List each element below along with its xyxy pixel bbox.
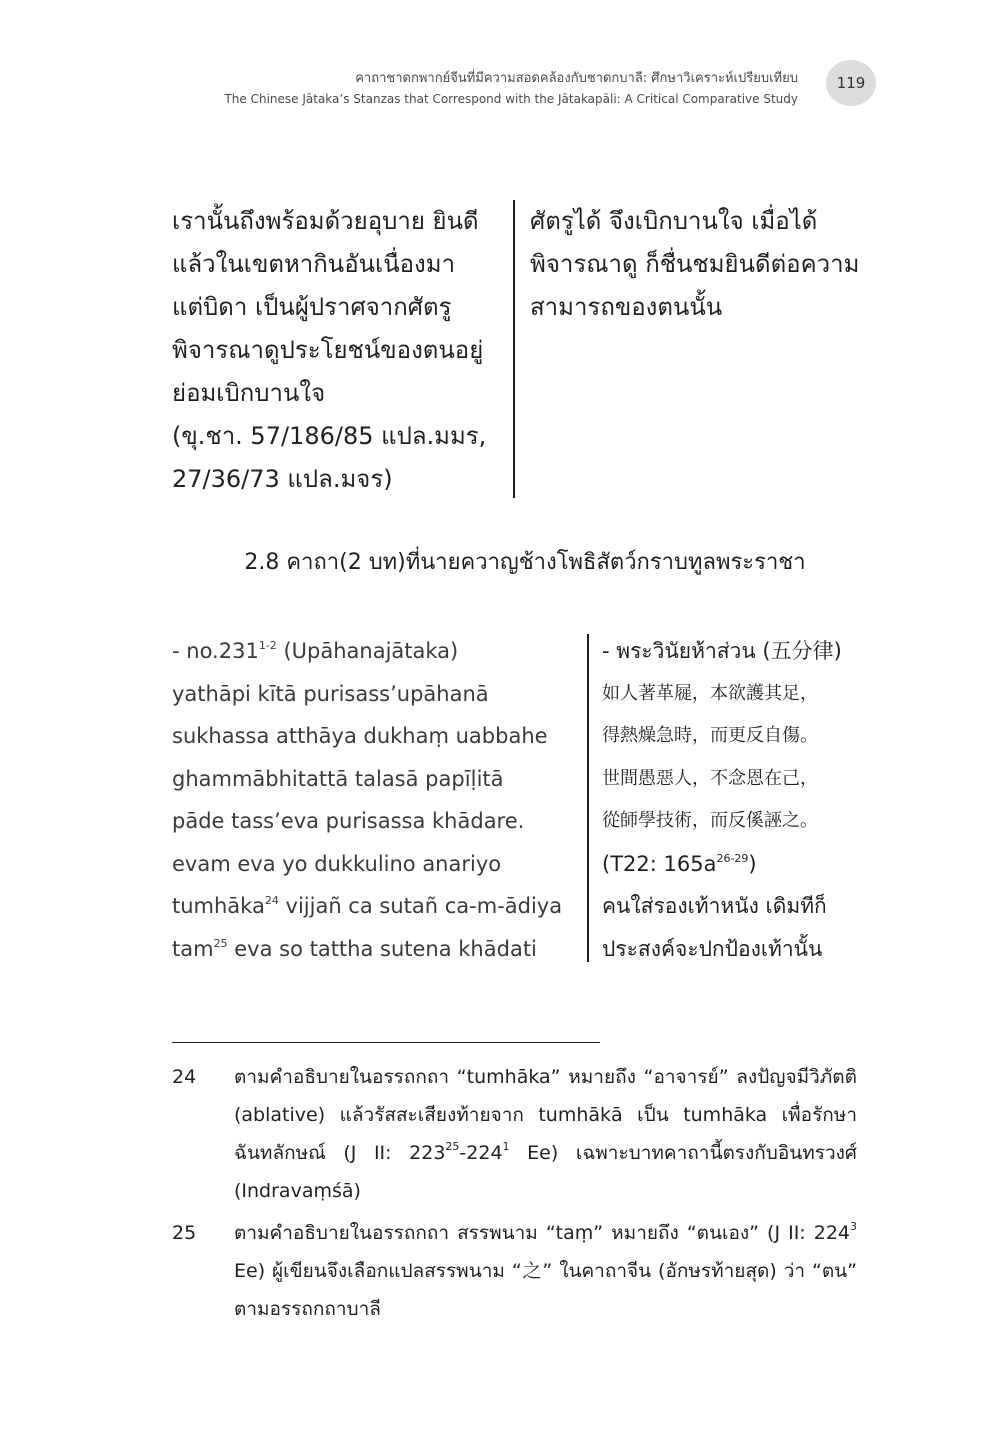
footnote-ref[interactable]: 25 <box>213 936 228 950</box>
pali-verse-line <box>172 928 584 971</box>
thai-translation-line: ประสงค์จะปกป้องเท้านั้น <box>602 936 823 961</box>
chinese-verse-line: 得熱燥急時，而更反自傷。 <box>602 725 818 746</box>
translation-right-column <box>530 200 870 329</box>
running-header <box>224 68 798 110</box>
footnote-ref[interactable]: 24 <box>264 894 279 907</box>
text-line: ย่อมเบิกบานใจ <box>172 379 326 407</box>
chinese-verse-line: 世間愚惡人，不念恩在己， <box>602 767 818 789</box>
column-divider <box>513 200 515 498</box>
stanza-translation-table <box>172 200 872 500</box>
pali-stanza-column <box>172 630 584 970</box>
reference-text: (T22: 165a <box>602 851 717 876</box>
footnote-text-part: -224 <box>459 1142 503 1164</box>
text-line: สามารถของตนนั้น <box>530 293 723 321</box>
superscript: 1-2 <box>258 639 277 652</box>
chinese-verse-line: 從師學技術，而反傒誣之。 <box>602 810 818 831</box>
pali-verse-line: pāde tass’eva purisassa khādare. <box>172 809 525 833</box>
text-line: แล้วในเขตหากินอันเนื่องมา <box>172 250 456 278</box>
footnote-text <box>234 1214 857 1328</box>
taisho-reference <box>602 843 872 886</box>
chinese-source-line: - พระวินัยห้าส่วน (五分律) <box>602 639 842 663</box>
footnotes <box>172 1058 857 1332</box>
text-line: เรานั้นถึงพร้อมด้วยอุบาย ยินดี <box>172 207 479 235</box>
superscript: 25 <box>445 1140 460 1153</box>
pali-verse-line: evam eva yo dukkulino anariyo <box>172 851 502 876</box>
text-line: พิจารณาดูประโยชน์ของตนอยู่ <box>172 336 484 364</box>
footnote-text <box>234 1058 857 1210</box>
section-heading: 2.8 คาถา(2 บท)ที่นายควาญช้างโพธิสัตว์กราบทูลพระราชา <box>244 550 806 575</box>
footnote-text-part: Ee) ผู้เขียนจึงเลือกแปลสรรพนาม “之” ในคาถาจีน (อักษรท้ายสุด) ว่า “ตน” ตามอรรถกถาบาลี <box>234 1260 857 1320</box>
citation-line: 27/36/73 แปล.มจร) <box>172 465 393 493</box>
pali-word: tam <box>172 936 214 961</box>
chinese-stanza-column <box>602 630 872 970</box>
pali-source-title: (Upāhanajātaka) <box>276 639 459 663</box>
pali-verse-line: sukhassa atthāya dukhaṃ uabbahe <box>172 724 548 748</box>
text-line: ศัตรูได้ จึงเบิกบานใจ เมื่อได้ <box>530 207 818 235</box>
superscript: 26-29 <box>716 851 749 865</box>
footnote-separator <box>172 1042 600 1043</box>
header-title-english: The Chinese Jātaka’s Stanzas that Correspond with the Jātakapāli: A Critical Comparative Study <box>224 92 798 106</box>
pali-source-label: - no.231 <box>172 639 259 663</box>
chinese-verse-line: 如人著革屣，本欲護其足， <box>602 682 818 704</box>
footnote-number: 24 <box>172 1066 197 1088</box>
thai-translation-line: คนใส่รองเท้าหนัง เดิมทีก็ <box>602 894 827 918</box>
translation-left-column <box>172 200 508 501</box>
pali-verse-line: yathāpi kītā purisass’upāhanā <box>172 681 489 706</box>
superscript: 1 <box>502 1140 510 1153</box>
footnote-25 <box>172 1214 857 1328</box>
page-number-badge: 119 <box>826 60 876 106</box>
pali-text: vijjañ ca sutañ ca-m-ādiya <box>278 894 563 918</box>
footnote-text-part: ตามคำอธิบายในอรรถกถา “tumhāka” หมายถึง “อาจารย์” ลงปัญจมีวิภัตติ (ablative) แล้วรัสสะเสียงท้ายจาก tumhākā เป็น tumhāka เพื่อรักษาฉันทลักษณ์ (J II: 223 <box>234 1066 857 1164</box>
text-line: แต่บิดา เป็นผู้ปราศจากศัตรู <box>172 293 452 321</box>
citation-line: (ขุ.ชา. 57/186/85 แปล.มมร, <box>172 422 487 450</box>
pali-source-line <box>172 630 584 673</box>
pali-verse-line <box>172 885 584 928</box>
pali-verse-line: ghammābhitattā talasā papīḷitā <box>172 766 504 791</box>
header-title-thai: คาถาชาดกพากย์จีนที่มีความสอดคล้องกับชาดกบาลี: ศึกษาวิเคราะห์เปรียบเทียบ <box>355 71 798 86</box>
stanza-comparison-table <box>172 630 872 970</box>
column-divider <box>587 634 589 962</box>
footnote-text-part: Ee) เฉพาะบาทคาถานี้ตรงกับอินทรวงศ์ (Indravaṃśā) <box>234 1142 857 1202</box>
footnote-number: 25 <box>172 1222 197 1244</box>
superscript: 3 <box>850 1220 857 1233</box>
footnote-text-part: ตามคำอธิบายในอรรถกถา สรรพนาม “taṃ” หมายถึง “ตนเอง” (J II: 224 <box>234 1222 850 1244</box>
text-line: พิจารณาดู ก็ชื่นชมยินดีต่อความ <box>530 250 860 278</box>
pali-word: tumhāka <box>172 894 265 918</box>
footnote-24 <box>172 1058 857 1210</box>
reference-text: ) <box>748 851 757 876</box>
pali-text: eva so tattha sutena khādati <box>227 936 537 961</box>
